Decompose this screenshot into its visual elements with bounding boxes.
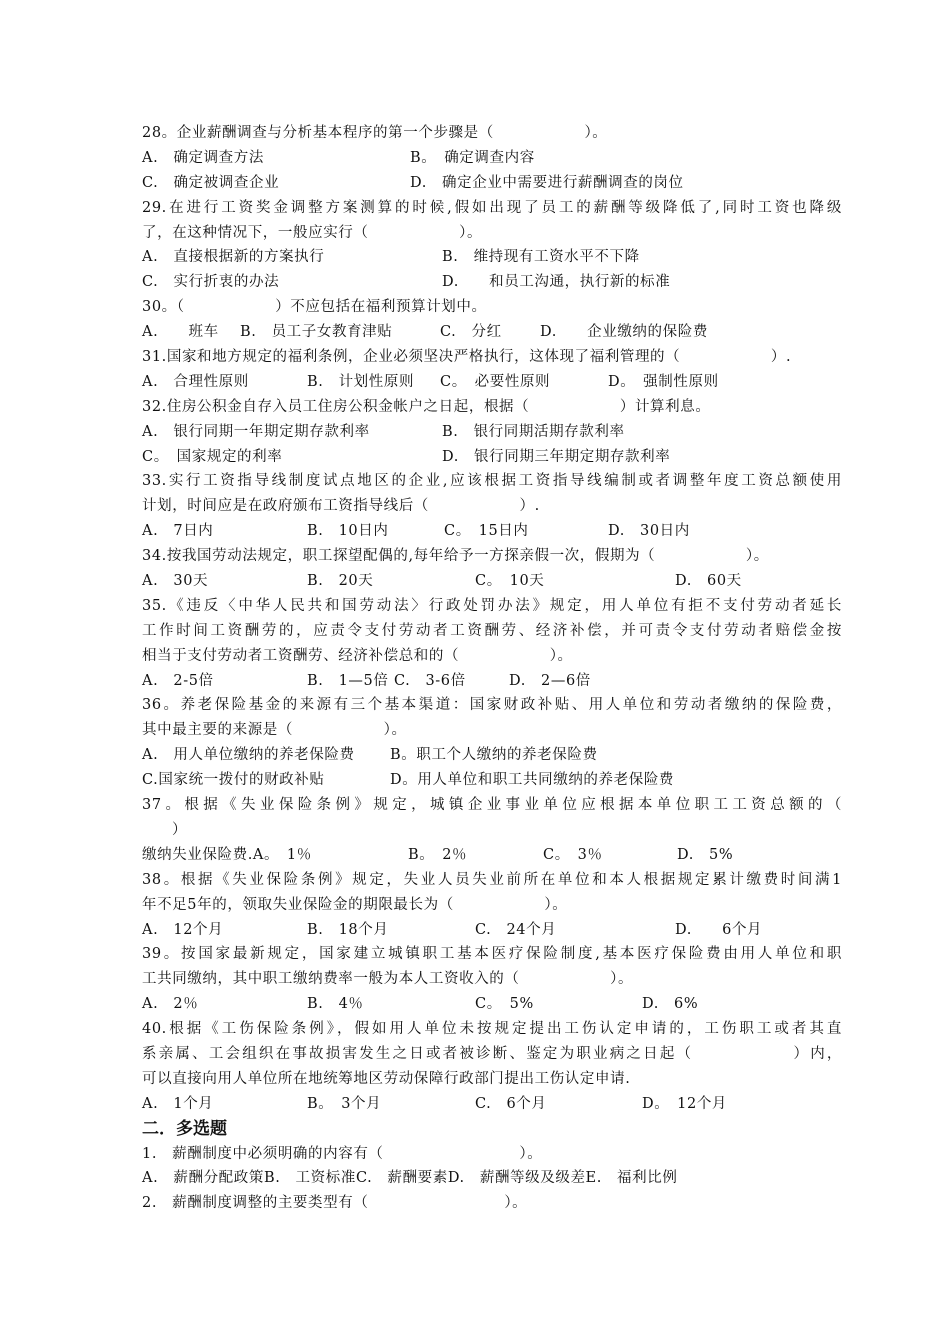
q33-stem-line1: 33.实行工资指导线制度试点地区的企业,应该根据工资指导线编制或者调整年度工资总额使用 (142, 473, 842, 490)
q31-option-c: C。 必要性原则 (440, 373, 551, 390)
q40-option-d: D。 12个月 (642, 1095, 728, 1112)
q33-option-a: A. 7日内 (142, 523, 214, 540)
q35-option-b: B. 1—5倍 (307, 672, 389, 689)
q34-stem: 34.按我国劳动法规定，职工探望配偶的,每年给予一方探亲假一次，假期为（ ）。 (142, 548, 769, 565)
q30-option-c: C. 分红 (440, 324, 502, 341)
q36-option-b: B。职工个人缴纳的养老保险费 (390, 747, 598, 764)
q29-stem-line1: 29.在进行工资奖金调整方案测算的时候,假如出现了员工的薪酬等级降低了,同时工资也降级 (142, 199, 842, 216)
q29-options-row2 (142, 270, 842, 295)
q38-stem-line2: 年不足5年的，领取失业保险金的期限最长为（ ）。 (142, 896, 568, 913)
q28-options-row2 (142, 171, 842, 196)
q36-stem-line2: 其中最主要的来源是（ ）。 (142, 722, 407, 739)
q31-stem: 31.国家和地方规定的福利条例，企业必须坚决严格执行，这体现了福利管理的（ ）. (142, 349, 792, 366)
q38-options (142, 918, 842, 943)
q35-stem-line2: 工作时间工资酬劳的，应责令支付劳动者工资酬劳、经济补偿，并可责令支付劳动者赔偿金按 (142, 622, 842, 639)
q38-option-c: C. 24个月 (475, 921, 557, 938)
q39-option-c: C。 5% (475, 996, 534, 1013)
q36-options-row1 (142, 743, 842, 768)
m1-stem: 1. 薪酬制度中必须明确的内容有（ ）。 (142, 1145, 543, 1162)
q28-stem: 28。企业薪酬调查与分析基本程序的第一个步骤是（ ）。 (142, 125, 608, 141)
q34-option-b: B. 20天 (307, 573, 374, 590)
q30-stem: 30。（ ）不应包括在福利预算计划中。 (142, 299, 487, 316)
q35-option-c: C. 3-6倍 (394, 672, 466, 689)
q38-stem-line1: 38。根据《失业保险条例》规定，失业人员失业前所在单位和本人根据规定累计缴费时间满1 (142, 871, 842, 888)
q40-option-a: A. 1个月 (142, 1095, 214, 1112)
q29-option-a: A. 直接根据新的方案执行 (142, 249, 325, 266)
q34-option-c: C。 10天 (475, 573, 545, 590)
q33-option-b: B. 10日内 (307, 523, 389, 540)
q32-options-row2 (142, 445, 842, 470)
q37-stem-line2: ） (172, 821, 188, 838)
q35-option-d: D. 2—6倍 (509, 672, 591, 689)
q33-option-d: D. 30日内 (608, 523, 690, 540)
q32-option-d: D. 银行同期三年期定期存款利率 (442, 448, 671, 465)
q35-option-a: A. 2-5倍 (142, 672, 214, 689)
q32-option-c: C。 国家规定的利率 (142, 448, 283, 465)
q28-options-row1 (142, 146, 842, 171)
q39-options (142, 992, 842, 1017)
q35-options (142, 669, 842, 694)
q32-option-b: B. 银行同期活期存款利率 (442, 423, 625, 440)
q29-option-b: B. 维持现有工资水平不下降 (442, 249, 640, 266)
q30-option-a: A. 班车 (142, 324, 219, 341)
q31-options (142, 370, 842, 395)
q37-options (142, 843, 842, 868)
q29-stem-line2: 了，在这种情况下，一般应实行（ ）。 (142, 224, 483, 241)
q28-option-b: B。 确定调查内容 (410, 149, 535, 166)
q33-option-c: C。 15日内 (444, 523, 529, 540)
q29-options-row1 (142, 245, 842, 270)
q36-option-d: D。用人单位和职工共同缴纳的养老保险费 (390, 772, 675, 789)
q33-options (142, 519, 842, 544)
q32-options-row1 (142, 420, 842, 445)
q34-options (142, 569, 842, 594)
q38-option-b: B. 18个月 (307, 921, 389, 938)
q36-stem-line1: 36。养老保险基金的来源有三个基本渠道：国家财政补贴、用人单位和劳动者缴纳的保险费， (142, 697, 842, 714)
q31-option-a: A. 合理性原则 (142, 373, 249, 390)
q40-stem-line2: 系亲属、工会组织在事故损害发生之日或者被诊断、鉴定为职业病之日起（ ）内， (142, 1045, 842, 1062)
q31-option-b: B. 计划性原则 (307, 373, 415, 390)
q40-option-b: B。 3个月 (307, 1095, 382, 1112)
q37-stem-line3-option-a: 缴纳失业保险费.A。 1％ (142, 846, 312, 863)
q35-stem-line3: 相当于支付劳动者工资酬劳、经济补偿总和的（ ）。 (142, 647, 573, 664)
q30-option-b: B. 员工子女教育津贴 (240, 324, 393, 341)
q39-option-b: B. 4％ (307, 996, 364, 1013)
q32-stem: 32.住房公积金自存入员工住房公积金帐户之日起，根据（ ）计算利息。 (142, 398, 711, 415)
q38-option-a: A. 12个月 (142, 921, 224, 938)
q37-option-c: C。 3％ (543, 846, 603, 863)
q39-stem-line1: 39。按国家最新规定，国家建立城镇职工基本医疗保险制度,基本医疗保险费由用人单位和职 (142, 946, 842, 963)
m1-options: A. 薪酬分配政策B. 工资标准C. 薪酬要素D. 薪酬等级及级差E. 福利比例 (142, 1170, 678, 1187)
q39-option-a: A. 2％ (142, 996, 199, 1013)
q37-option-b: B。 2％ (408, 846, 468, 863)
q39-stem-line2: 工共同缴纳，其中职工缴纳费率一般为本人工资收入的（ ）。 (142, 971, 634, 988)
q40-option-c: C. 6个月 (475, 1095, 547, 1112)
q36-options-row2 (142, 768, 842, 793)
q37-option-d: D. 5% (677, 846, 734, 863)
q37-stem-line1: 37。根据《失业保险条例》规定，城镇企业事业单位应根据本单位职工工资总额的（ (142, 797, 842, 814)
section-heading: 二．多选题 (142, 1118, 227, 1139)
q31-option-d: D。 强制性原则 (608, 373, 719, 390)
q38-option-d: D. 6个月 (675, 921, 763, 938)
q29-option-d: D. 和员工沟通，执行新的标准 (442, 274, 671, 291)
q29-option-c: C. 实行折衷的办法 (142, 274, 280, 291)
q40-stem-line3: 可以直接向用人单位所在地统筹地区劳动保障行政部门提出工伤认定申请. (142, 1070, 631, 1087)
q40-options (142, 1092, 842, 1117)
q39-option-d: D. 6% (642, 996, 699, 1013)
q36-option-c: C.国家统一拨付的财政补贴 (142, 772, 325, 789)
q28-option-c: C. 确定被调查企业 (142, 174, 280, 191)
question-list (142, 121, 842, 1216)
q28-option-a: A. 确定调查方法 (142, 149, 264, 166)
q35-stem-line1: 35.《违反〈中华人民共和国劳动法〉行政处罚办法》规定，用人单位有拒不支付劳动者延长 (142, 597, 842, 614)
q34-option-a: A. 30天 (142, 573, 209, 590)
q34-option-d: D. 60天 (675, 573, 742, 590)
q28-option-d: D. 确定企业中需要进行薪酬调查的岗位 (410, 174, 684, 191)
q33-stem-line2: 计划，时间应是在政府颁布工资指导线后（ ）. (142, 498, 540, 515)
m2-stem: 2. 薪酬制度调整的主要类型有（ ）。 (142, 1195, 528, 1212)
q30-options (142, 320, 842, 345)
q30-option-d: D. 企业缴纳的保险费 (540, 324, 708, 341)
q40-stem-line1: 40.根据《工伤保险条例》，假如用人单位未按规定提出工伤认定申请的，工伤职工或者其直 (142, 1021, 842, 1038)
q32-option-a: A. 银行同期一年期定期存款利率 (142, 423, 370, 440)
q36-option-a: A. 用人单位缴纳的养老保险费 (142, 747, 355, 764)
